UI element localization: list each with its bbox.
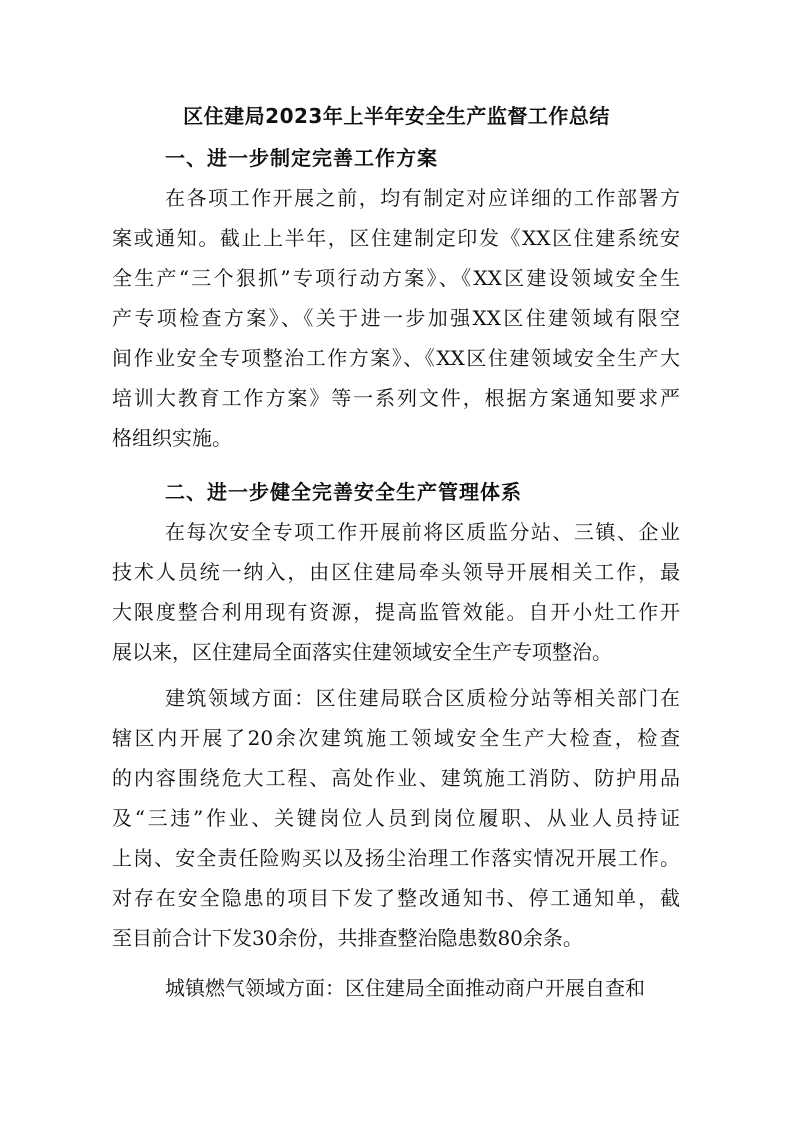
section-heading-1: 一、进一步制定完善工作方案 [165, 146, 438, 170]
paragraph [112, 178, 680, 458]
paragraph-line: 在每次安全专项工作开展前将区质监分站、三镇、企业 [165, 520, 680, 544]
paragraph-line: 至目前合计下发30余份，共排查整治隐患数80余条。 [112, 926, 583, 950]
paragraph-line: 大限度整合利用现有资源，提高监管效能。自开小灶工作开 [112, 600, 680, 624]
paragraph-line: 展以来，区住建局全面落实住建领域安全生产专项整治。 [112, 640, 612, 664]
paragraph-line: 辖区内开展了20余次建筑施工领域安全生产大检查，检查 [112, 726, 680, 750]
paragraph-line: 间作业安全专项整治工作方案》、《XX区住建领域安全生产大 [112, 346, 680, 370]
paragraph-line: 案或通知。截止上半年，区住建制定印发《XX区住建系统安 [112, 226, 680, 250]
paragraph-line: 技术人员统一纳入，由区住建局牵头领导开展相关工作，最 [112, 560, 680, 584]
paragraph-line: 全生产“三个狠抓”专项行动方案》、《XX区建设领域安全生 [112, 266, 680, 290]
paragraph [112, 968, 680, 1008]
paragraph-line: 及“三违”作业、关键岗位人员到岗位履职、从业人员持证 [112, 806, 680, 830]
paragraph-line: 对存在安全隐患的项目下发了整改通知书、停工通知单，截 [112, 886, 680, 910]
paragraph-line: 产专项检查方案》、《关于进一步加强XX区住建领域有限空 [112, 306, 680, 330]
section-heading-2: 二、进一步健全完善安全生产管理体系 [165, 480, 522, 504]
document-title: 区住建局2023年上半年安全生产监督工作总结 [183, 104, 610, 128]
paragraph-line: 格组织实施。 [112, 426, 232, 450]
paragraph-line: 上岗、安全责任险购买以及扬尘治理工作落实情况开展工作。 [112, 846, 680, 870]
paragraph-line: 建筑领域方面：区住建局联合区质检分站等相关部门在 [165, 686, 680, 710]
paragraph-line: 的内容围绕危大工程、高处作业、建筑施工消防、防护用品 [112, 766, 680, 790]
paragraph-line: 在各项工作开展之前，均有制定对应详细的工作部署方 [165, 186, 680, 210]
paragraph [112, 678, 680, 958]
paragraph [112, 512, 680, 672]
paragraph-line: 培训大教育工作方案》等一系列文件，根据方案通知要求严 [112, 386, 680, 410]
paragraph-line: 城镇燃气领域方面：区住建局全面推动商户开展自查和 [165, 976, 645, 1000]
